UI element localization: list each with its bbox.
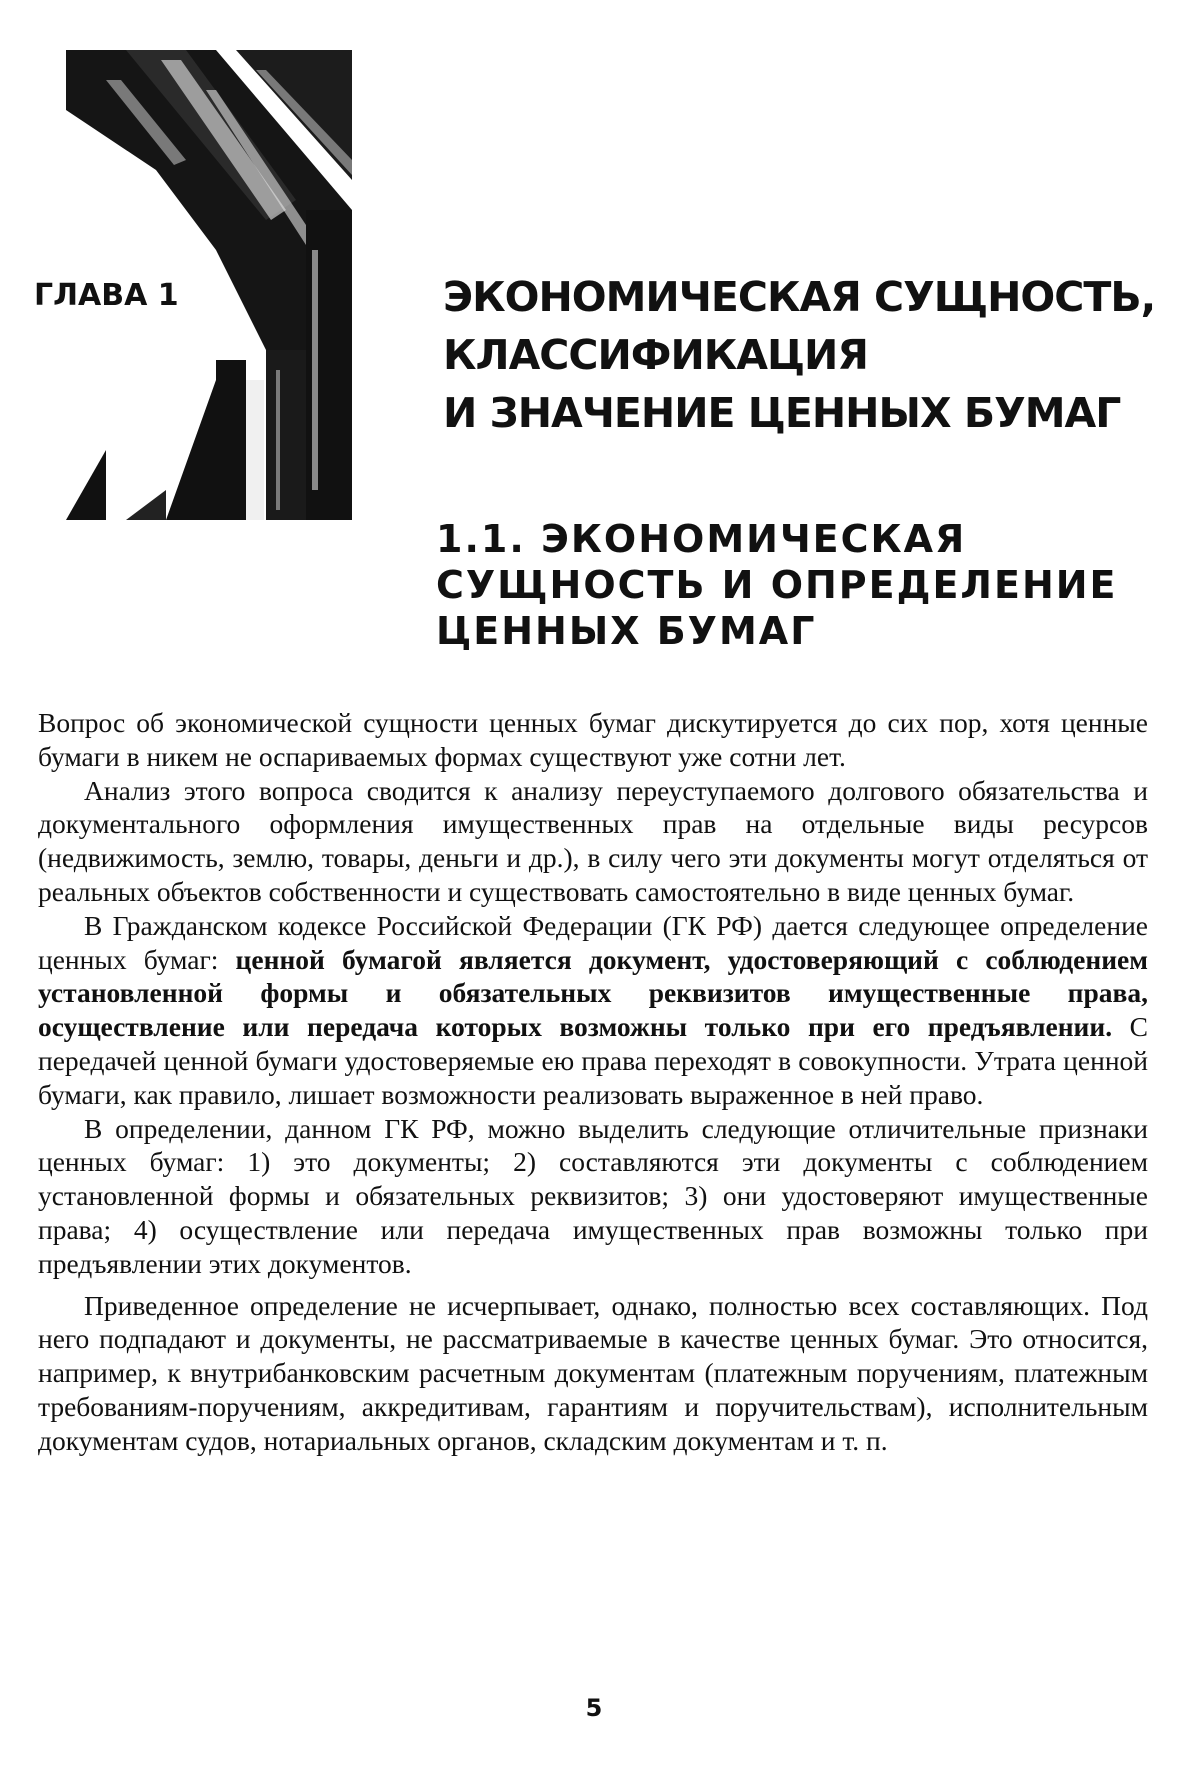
body-text [38, 706, 1148, 1458]
section-title-line-1: 1.1. ЭКОНОМИЧЕСКАЯ [436, 517, 967, 561]
definition-bold: ценной бумагой является документ, удостоверяющий с соблюдением установленной формы и обязательных реквизитов имущественные права, осуществление или передача которых возможны только при его предъявлении. [38, 943, 1148, 1043]
paragraph-5: Приведенное определение не исчерпывает, однако, полностью всех составляющих. Под него подпадают и документы, не рассматриваемые в качестве ценных бумаг. Это относится, например, к внутрибанковским расчетным документам (платежным поручениям, платежным требованиям-поручениям, аккредитивам, гарантиям и поручительствам), исполнительным документам судов, нотариальных органов, складским документам и т. п. [38, 1289, 1148, 1456]
paragraph-2: Анализ этого вопроса сводится к анализу переуступаемого долгового обязательства и документального оформления имущественных прав на отдельные виды ресурсов (недвижимость, землю, товары, деньги и др.), в силу чего эти документы могут отделяться от реальных объектов собственности и существовать самостоятельно в виде ценных бумаг. [38, 774, 1148, 907]
chapter-title-line-2: КЛАССИФИКАЦИЯ [443, 331, 868, 379]
paragraph-3-end: С передачей ценной бумаги удостоверяемые ею права переходят в совокупности. Утрата ценной бумаги, как правило, лишает возможности реализовать выраженное в ней право. [38, 1011, 1149, 1110]
chapter-title-line-1: ЭКОНОМИЧЕСКАЯ СУЩНОСТЬ, [443, 273, 1156, 321]
paragraph-4: В определении, данном ГК РФ, можно выделить следующие отличительные признаки ценных бумаг: 1) это документы; 2) составляются эти документы с соблюдением установленной формы и обязательных реквизитов; 3) они удостоверяют имущественные права; 4) осуществление или передача имущественных прав возможны только при предъявлении этих документов. [38, 1112, 1148, 1279]
chapter-label: ГЛАВА 1 [28, 278, 185, 314]
paragraph-1: Вопрос об экономической сущности ценных бумаг дискутируется до сих пор, хотя ценные бумаги в никем не оспариваемых формах существуют уже сотни лет. [38, 707, 1148, 772]
section-title-line-2: СУЩНОСТЬ И ОПРЕДЕЛЕНИЕ [436, 563, 1118, 607]
paragraph-3 [38, 909, 1148, 1112]
chapter-title-line-3: И ЗНАЧЕНИЕ ЦЕННЫХ БУМАГ [443, 389, 1121, 437]
chapter-title [443, 268, 1163, 442]
page-number: 5 [585, 1694, 603, 1722]
section-title-line-3: ЦЕННЫХ БУМАГ [436, 609, 817, 653]
section-title [436, 516, 1156, 654]
paragraph-3-start: В Гражданском кодексе Российской Федерации (ГК РФ) дается следующее определение ценных бумаг: [38, 909, 1148, 975]
